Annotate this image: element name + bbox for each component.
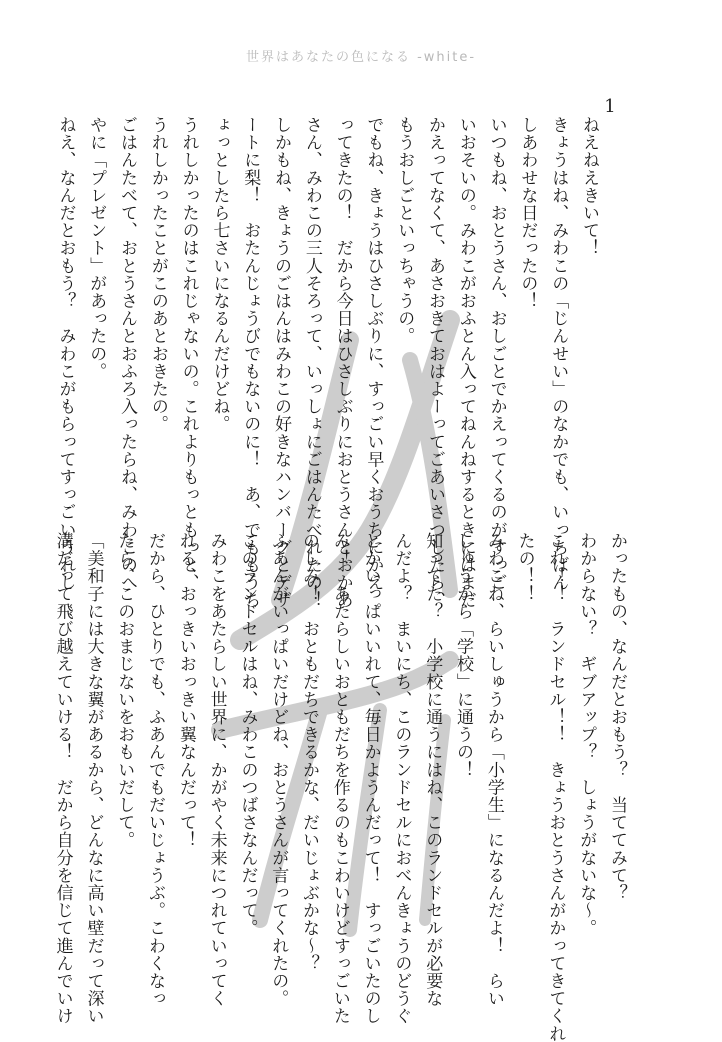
text-line: たら、このおまじないをおもいだして。 (114, 532, 135, 849)
text-line: かったもの、なんだとおもう？ 当ててみて？ (607, 532, 627, 902)
text-line: んだよ？ まいにち、このランドセルにおべんきょうのどうぐ (391, 532, 412, 1025)
text-line: でもね、きょうはひさしぶりに、すっごい早くおうちにかえ (363, 116, 384, 592)
text-line: 溝だって飛び越えていける！ だから自分を信じて進んでいけ (52, 532, 73, 1025)
text-line: れる、おっきいおっきい翼なんだって！ (175, 532, 196, 849)
text-line: 知ってた？ 小学校に通うにはね、このランドセルが必要な (422, 532, 443, 1008)
text-line: うれしかったのはこれじゃないの。これよりもっともっと、 (178, 116, 199, 592)
text-line: ふあんがいっぱいだけどね、おとうさんが言ってくれたの。 (268, 532, 289, 1008)
text-line: これ！！ ランドセル！！ きょうおとうさんがかってきてくれ (545, 532, 566, 1042)
running-header: 世界はあなたの色になる -white- (245, 50, 477, 65)
text-line: しかもね、きょうのごはんはみわこの好きなハンバーグとデザ (271, 116, 292, 609)
text-line: ごはんたべて、おとうさんとおふろ入ったらね、みわこのへ (117, 116, 138, 592)
text-block-top (55, 116, 604, 609)
text-line: うれしかったことがこのあとおきたの。 (147, 116, 168, 433)
text-line: のしみ！ おともだちできるかな、だいじょぶかな～？ (299, 532, 320, 972)
text-line: いつもね、おとうさん、おしごとでかえってくるのがすっご (486, 116, 507, 592)
text-line: 「美和子には大きな翼があるから、どんなに高い壁だって深い (83, 532, 104, 1025)
text-block-bottom (52, 532, 632, 1042)
text-line: ねえ、なんだとおもう？ みわこがもらってすっごいうれし (55, 116, 76, 592)
text-line: みわこをあたらしい世界に、かがやく未来につれていってく (206, 532, 227, 1008)
page-number: 1 (604, 96, 616, 117)
text-line: いおそいの。みわこがおふとん入ってねんねするときにはまだ (455, 116, 476, 609)
text-line: このランドセルはね、みわこのつばさなんだって。 (237, 532, 258, 937)
text-line: ょっとしたら七さいになるんだけどね。 (209, 116, 230, 433)
text-line: さん、みわこの三人そろって、いっしょにごはんたべれたの！ (301, 116, 322, 609)
text-line: ってきたの！ だから今日はひさしぶりにおとうさんとおかあ (332, 116, 353, 609)
text-line: だから、ひとりでも、ふあんでもだいじょうぶ。こわくなっ (145, 532, 166, 1008)
text-line: もうおしごといっちゃうの。 (394, 116, 415, 345)
text-line: みわこね、らいしゅうから「小学生」になるんだよ！ らい (483, 532, 504, 1008)
text-line: み！ あたらしいおともだちを作るのもこわいけどすっごいた (329, 532, 350, 1025)
text-line: やに「プレゼント」があったの。 (86, 116, 107, 380)
text-line: しゅうから「学校」に通うの！ (453, 532, 474, 779)
text-line: しあわせな日だったの！ (517, 116, 538, 310)
text-line: とかいっぱいいれて、毎日かようんだって！ すっごいたのし (360, 532, 381, 1025)
text-line: たの！！ (514, 532, 535, 603)
text-line: ートに梨！ おたんじょうびでもないのに！ あ、でももうち (240, 116, 261, 609)
text-line: きょうはね、みわこの「じんせい」のなかでも、いっちばん (548, 116, 569, 592)
text-line: わからない？ ギブアップ？ しょうがないな～。 (576, 532, 597, 937)
text-line: ねえねえきいて！ (579, 116, 599, 257)
text-line: かえってなくて、あさおきておはよーってごあいさつしたら、 (425, 116, 446, 609)
